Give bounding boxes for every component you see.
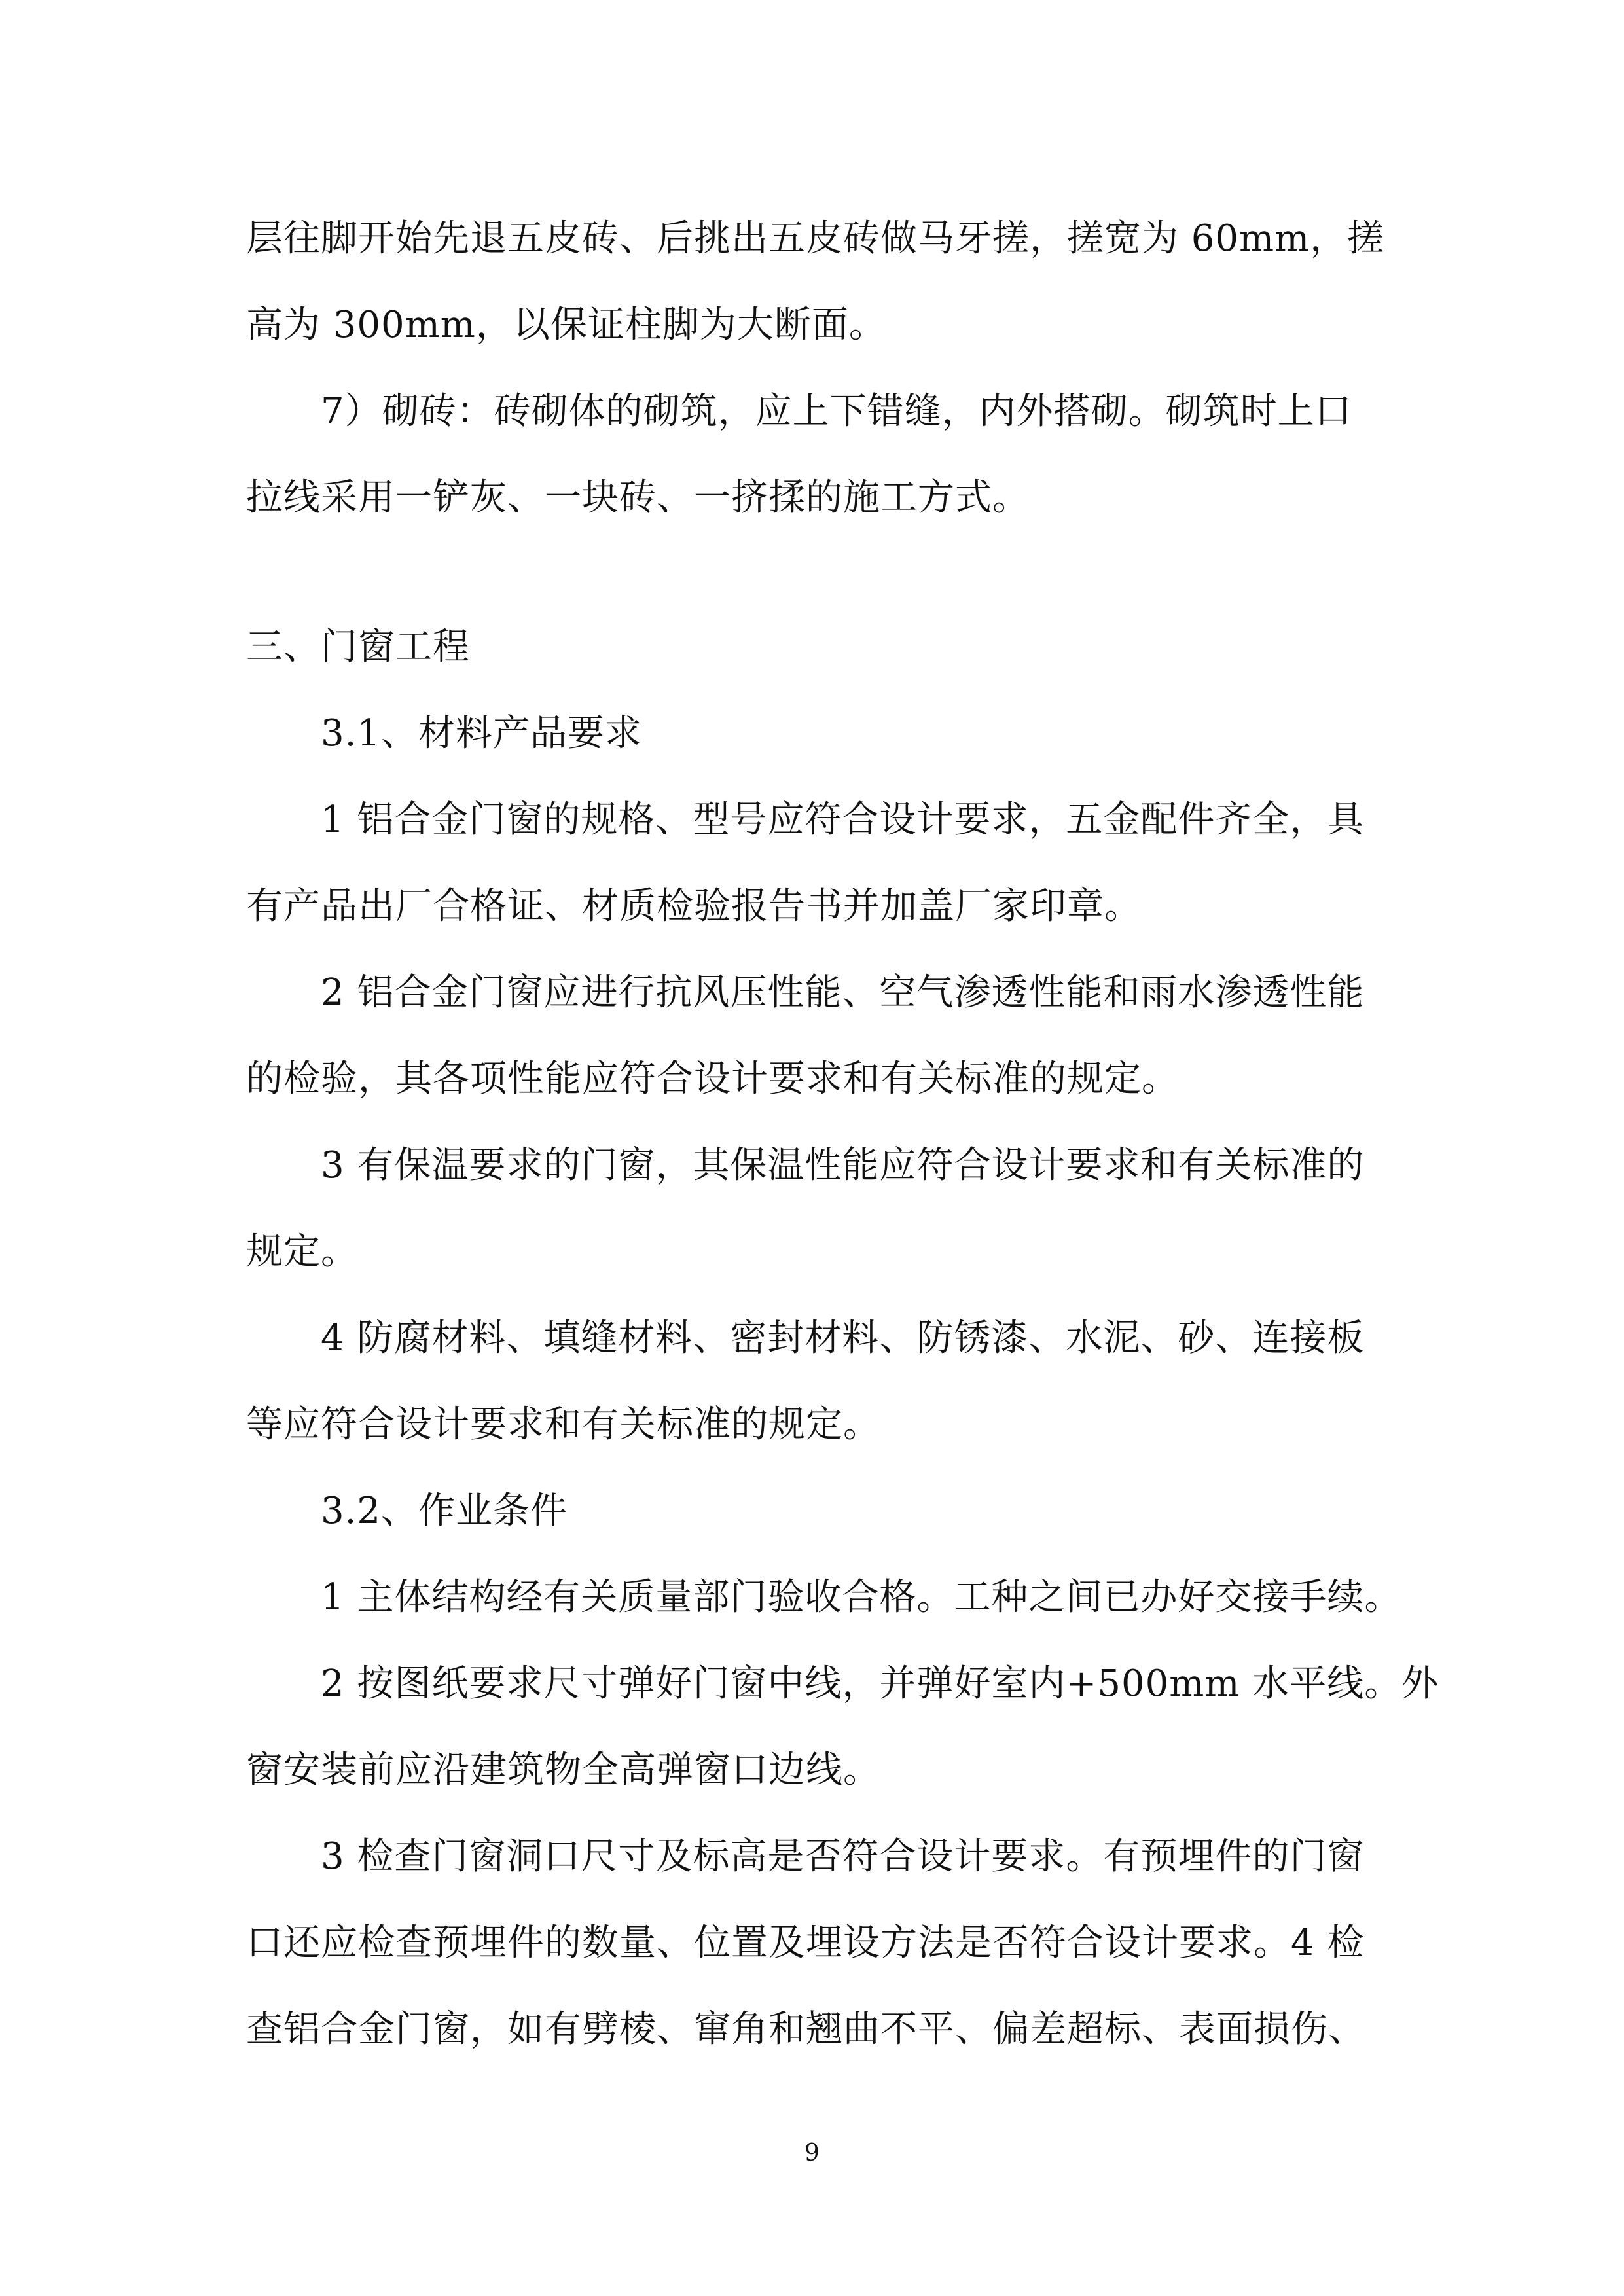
text-line-19: 3 检查门窗洞口尺寸及标高是否符合设计要求。有预埋件的门窗 <box>321 1835 1365 1878</box>
text-line-20: 口还应检查预埋件的数量、位置及埋设方法是否符合设计要求。4 检 <box>246 1922 1365 1964</box>
text-line-9: 2 铝合金门窗应进行抗风压性能、空气渗透性能和雨水渗透性能 <box>321 971 1365 1014</box>
text-line-10: 的检验，其各项性能应符合设计要求和有关标准的规定。 <box>246 1058 1179 1100</box>
text-line-14: 等应符合设计要求和有关标准的规定。 <box>246 1403 880 1446</box>
page-number: 9 <box>804 2140 820 2166</box>
text-line-1: 层往脚开始先退五皮砖、后挑出五皮砖做马牙搓，搓宽为 60mm，搓 <box>246 217 1385 260</box>
text-line-16: 1 主体结构经有关质量部门验收合格。工种之间已办好交接手续。 <box>321 1576 1402 1619</box>
text-line-17: 2 按图纸要求尺寸弹好门窗中线，并弹好室内+500mm 水平线。外 <box>321 1662 1439 1705</box>
text-line-11: 3 有保温要求的门窗，其保温性能应符合设计要求和有关标准的 <box>321 1144 1365 1187</box>
text-line-2: 高为 300mm，以保证柱脚为大断面。 <box>246 304 886 346</box>
text-line-21: 查铝合金门窗，如有劈棱、窜角和翘曲不平、偏差超标、表面损伤、 <box>246 2008 1365 2051</box>
text-line-7: 1 铝合金门窗的规格、型号应符合设计要求，五金配件齐全，具 <box>321 798 1365 841</box>
text-line-12: 规定。 <box>246 1230 358 1273</box>
text-line-4: 拉线采用一铲灰、一块砖、一挤揉的施工方式。 <box>246 476 1030 519</box>
text-line-18: 窗安装前应沿建筑物全高弹窗口边线。 <box>246 1749 880 1791</box>
text-line-3: 7）砌砖：砖砌体的砌筑，应上下错缝，内外搭砌。砌筑时上口 <box>321 390 1352 433</box>
text-line-8: 有产品出厂合格证、材质检验报告书并加盖厂家印章。 <box>246 885 1142 927</box>
subsection-heading-2: 3.2、作业条件 <box>321 1490 568 1532</box>
section-heading: 三、门窗工程 <box>246 626 470 668</box>
subsection-heading-1: 3.1、材料产品要求 <box>321 712 643 755</box>
text-line-13: 4 防腐材料、填缝材料、密封材料、防锈漆、水泥、砂、连接板 <box>321 1317 1365 1359</box>
